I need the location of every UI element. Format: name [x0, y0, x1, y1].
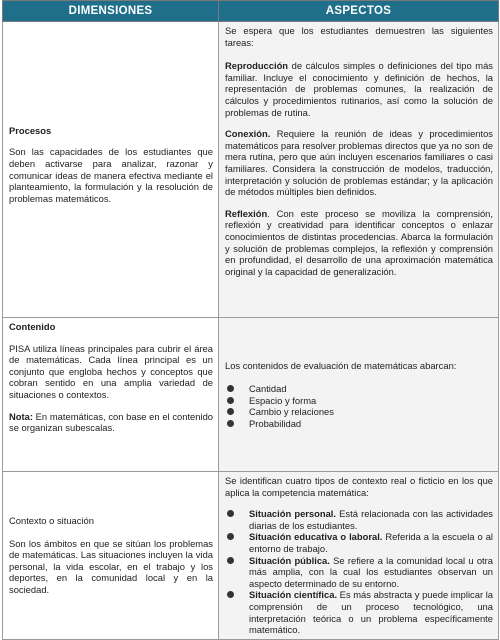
term-conexion: Conexión.	[225, 128, 271, 140]
table-header-row	[3, 1, 499, 22]
contenido-description: PISA utiliza líneas principales para cubrir el área de matemáticas. Cada línea principal es un conjunto que engloba hechos y conceptos que cobran sentido en una amplia variedad de situaciones o contextos.	[9, 342, 213, 400]
procesos-description: Son las capacidades de los estudiantes que deben activarse para analizar, razonar y comunicar ideas de manera efectiva mediante el planteamiento, la formulación y la resolución de problemas matemáticos.	[9, 146, 213, 204]
bullet-icon	[227, 397, 234, 404]
text-reproduccion: de cálculos simples o definiciones del tipo más familiar. Incluye el conocimiento y definición de hechos, la representación de problemas comunes, la realización de cálculos y procedimientos rutinarios, así como la solución de problemas de rutina.	[225, 60, 493, 118]
contenido-dimension-cell	[3, 318, 219, 472]
ctx-term-cientifica: Situación científica.	[249, 589, 338, 601]
contexto-list	[225, 508, 493, 636]
contexto-dimension-cell	[3, 472, 219, 640]
content-item-cambio: Cambio y relaciones	[249, 406, 334, 418]
content-item-cantidad: Cantidad	[249, 383, 287, 395]
header-aspectos: ASPECTOS	[219, 1, 499, 22]
contenido-intro: Los contenidos de evaluación de matemáticas abarcan:	[225, 359, 457, 371]
term-reproduccion: Reproducción	[225, 60, 289, 72]
list-item	[225, 508, 493, 531]
bullet-icon	[227, 420, 234, 427]
bullet-icon	[227, 557, 234, 564]
list-item	[225, 589, 493, 635]
ctx-term-publica: Situación pública.	[249, 554, 330, 566]
list-item	[225, 418, 493, 430]
bullet-icon	[227, 408, 234, 415]
contexto-intro: Se identifican cuatro tipos de contexto real o ficticio en los que aplica la competencia matemática:	[225, 475, 493, 498]
header-dimensiones: DIMENSIONES	[3, 1, 219, 22]
contenido-note	[9, 411, 213, 434]
contenido-note-label: Nota:	[9, 410, 33, 422]
list-item	[225, 395, 493, 407]
contenido-title: Contenido	[9, 321, 56, 332]
bullet-icon	[227, 591, 234, 598]
ctx-text-personal: Está relacionada con las actividades diarias de los estudiantes.	[249, 508, 493, 531]
contenido-note-text: En matemáticas, con base en el contenido se organizan subescalas.	[9, 410, 213, 434]
bullet-icon	[227, 385, 234, 392]
content-item-espacio: Espacio y forma	[249, 394, 317, 406]
ctx-text-educativa: Referida a la escuela o al entorno de trabajo.	[249, 531, 493, 554]
procesos-title: Procesos	[9, 124, 52, 136]
content-item-probabilidad: Probabilidad	[249, 417, 302, 429]
bullet-icon	[227, 510, 234, 517]
ctx-term-personal: Situación personal.	[249, 508, 337, 520]
procesos-item-reproduccion	[225, 60, 493, 118]
table-row-contexto	[3, 472, 499, 640]
procesos-dimension-cell	[3, 22, 219, 318]
document-page	[2, 0, 498, 640]
table-row-contenido	[3, 318, 499, 472]
contexto-title: Contexto o situación	[9, 515, 94, 527]
dimensions-table	[2, 0, 499, 640]
list-item	[225, 555, 493, 590]
contexto-aspects-cell	[219, 472, 499, 640]
list-item	[225, 406, 493, 418]
procesos-item-reflexion	[225, 208, 493, 278]
list-item	[225, 531, 493, 554]
procesos-intro: Se espera que los estudiantes demuestren las siguientes tareas:	[225, 25, 493, 48]
table-row-procesos	[3, 22, 499, 318]
text-conexion: Requiere la reunión de ideas y procedimientos matemáticos para resolver problemas directos que ya no son de mera rutina, pero que aún incluyen escenarios familiares o casi familiares. Considera la construcción de modelos, traducción, interpretación y solución de problemas estándar; y la aplicación de métodos múltiples bien definidos.	[225, 128, 493, 198]
list-item	[225, 383, 493, 395]
contenido-list	[225, 383, 493, 429]
procesos-aspects-cell	[219, 22, 499, 318]
contenido-aspects-cell	[219, 318, 499, 472]
ctx-text-cientifica: Es más abstracta y puede implicar la comprensión de un proceso tecnológico, una interpretación teórica o un problema específicamente matemático.	[249, 589, 493, 636]
contexto-description: Son los ámbitos en que se sitúan los problemas de matemáticas. Las situaciones incluyen la vida personal, la vida escolar, en el trabajo y los deportes, en la comunidad local y en la sociedad.	[9, 537, 213, 596]
text-reflexion: . Con este proceso se moviliza la comprensión, reflexión y creatividad para identificar conceptos o enlazar conocimientos de distintas procedencias. Abarca la formulación y solución de problemas complejos, la reflexión y comprensión en profundidad, el desarrollo de una aproximación matemática original y la capacidad de generalización.	[225, 207, 493, 277]
ctx-text-publica: Se refiere a la comunidad local u otra más amplia, con la cual los estudiantes observan un aspecto determinado de su entorno.	[249, 554, 493, 589]
bullet-icon	[227, 533, 234, 540]
ctx-term-educativa: Situación educativa o laboral.	[249, 531, 383, 543]
procesos-item-conexion	[225, 128, 493, 198]
term-reflexion: Reflexión	[225, 207, 268, 219]
